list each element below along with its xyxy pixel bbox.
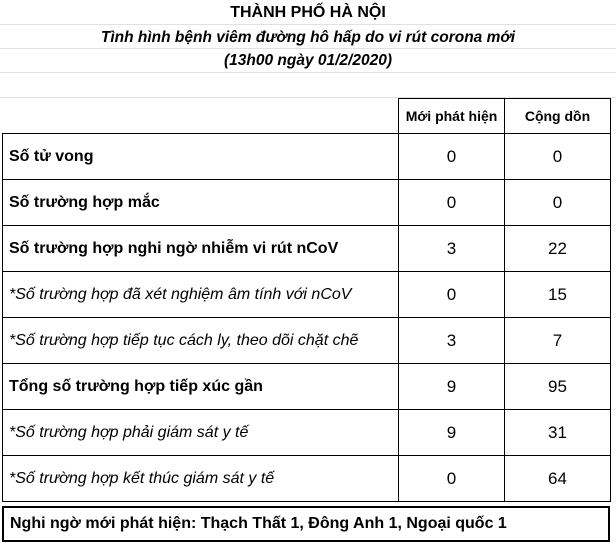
new-count-cell: 0 [399, 456, 505, 502]
gridline [0, 24, 616, 25]
report-subtitle: Tình hình bệnh viêm đường hô hấp do vi rút corona mới [100, 29, 516, 46]
table-row [3, 180, 611, 226]
new-count-cell: 0 [399, 272, 505, 318]
cumulative-count-cell: 22 [505, 226, 611, 272]
row-label: *Số trường hợp tiếp tục cách ly, theo dõi chặt chẽ [3, 318, 399, 364]
table-row [3, 134, 611, 180]
cumulative-count-cell: 31 [505, 410, 611, 456]
column-header-row [3, 99, 611, 134]
row-label: Số tử vong [3, 134, 399, 180]
row-label: *Số trường hợp kết thúc giám sát y tế [3, 456, 399, 502]
city-title: THÀNH PHỐ HÀ NỘI [230, 4, 386, 21]
table-row [3, 410, 611, 456]
column-header-new: Mới phát hiện [399, 99, 505, 134]
table-row [3, 456, 611, 502]
row-label: *Số trường hợp phải giám sát y tế [3, 410, 399, 456]
table-row [3, 226, 611, 272]
statistics-table [2, 98, 611, 502]
row-label: Số trường hợp mắc [3, 180, 399, 226]
table-row [3, 364, 611, 410]
cumulative-count-cell: 0 [505, 180, 611, 226]
new-count-cell: 3 [399, 318, 505, 364]
cumulative-count-cell: 7 [505, 318, 611, 364]
cumulative-count-cell: 15 [505, 272, 611, 318]
gridline [0, 72, 616, 73]
cumulative-count-cell: 0 [505, 134, 611, 180]
row-label: *Số trường hợp đã xét nghiệm âm tính với nCoV [3, 272, 399, 318]
new-count-cell: 0 [399, 180, 505, 226]
new-count-cell: 0 [399, 134, 505, 180]
cumulative-count-cell: 95 [505, 364, 611, 410]
new-count-cell: 3 [399, 226, 505, 272]
blank-header-cell [3, 99, 399, 134]
table-row [3, 318, 611, 364]
cumulative-count-cell: 64 [505, 456, 611, 502]
row-label: Tổng số trường hợp tiếp xúc gần [3, 364, 399, 410]
row-label: Số trường hợp nghi ngờ nhiễm vi rút nCoV [3, 226, 399, 272]
new-count-cell: 9 [399, 410, 505, 456]
column-header-cumulative: Cộng dồn [505, 99, 611, 134]
report-timestamp: (13h00 ngày 01/2/2020) [223, 52, 393, 69]
suspected-cases-note: Nghi ngờ mới phát hiện: Thạch Thất 1, Đông Anh 1, Ngoại quốc 1 [2, 506, 610, 542]
gridline [0, 48, 616, 49]
new-count-cell: 9 [399, 364, 505, 410]
table-row [3, 272, 611, 318]
